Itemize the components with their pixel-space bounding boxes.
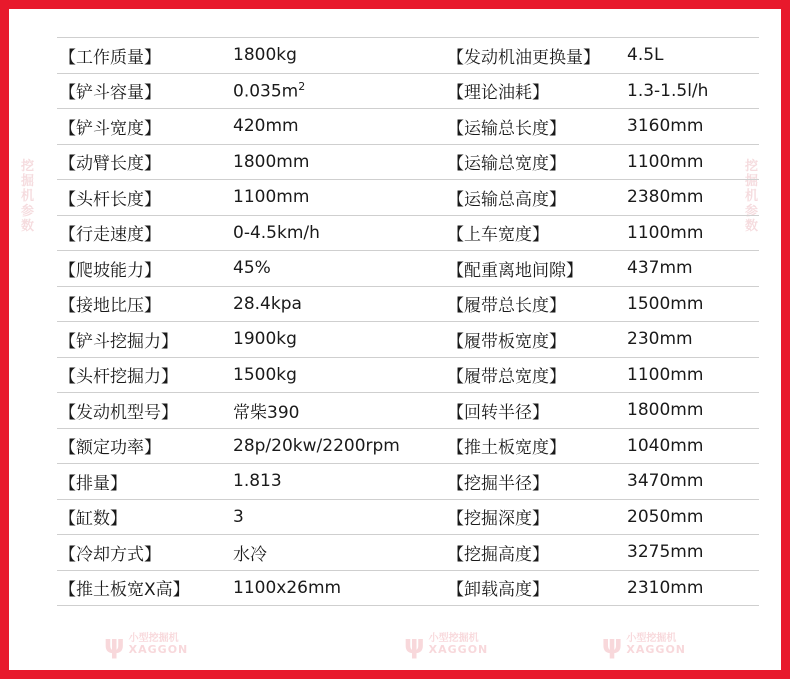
spec-value-right: 1100mm [625, 144, 759, 180]
logo-line2: XAGGON [128, 643, 189, 657]
spec-label-right: 【履带总长度】 [445, 286, 625, 322]
table-row [57, 251, 759, 287]
spec-label-left: 【冷却方式】 [57, 535, 231, 571]
spec-label-left: 【动臂长度】 [57, 144, 231, 180]
spec-label-right: 【履带总宽度】 [445, 357, 625, 393]
table-row [57, 357, 759, 393]
table-row [57, 215, 759, 251]
watermark-logo [602, 632, 686, 658]
table-row [57, 73, 759, 109]
watermark-logo [104, 632, 188, 658]
spec-value-right: 2380mm [625, 180, 759, 216]
spec-value-right: 3275mm [625, 535, 759, 571]
watermark-left: 挖 掘 机 参 数 [21, 159, 36, 234]
spec-value-left: 3 [231, 499, 445, 535]
spec-value-left: 1500kg [231, 357, 445, 393]
spec-value-right: 1.3-1.5l/h [625, 73, 759, 109]
specification-table-body [57, 38, 759, 606]
spec-value-left: 1800kg [231, 38, 445, 74]
spec-label-left: 【接地比压】 [57, 286, 231, 322]
table-row [57, 286, 759, 322]
spec-value-right: 230mm [625, 322, 759, 358]
spec-label-right: 【推土板宽度】 [445, 428, 625, 464]
spec-value-left: 420mm [231, 109, 445, 145]
spec-label-left: 【排量】 [57, 464, 231, 500]
spec-value-left: 水冷 [231, 535, 445, 571]
table-row [57, 393, 759, 429]
table-row [57, 464, 759, 500]
spec-value-left [231, 73, 445, 109]
spec-label-right: 【挖掘深度】 [445, 499, 625, 535]
spec-label-right: 【卸载高度】 [445, 570, 625, 606]
spec-value-right: 2310mm [625, 570, 759, 606]
spec-value-left: 1800mm [231, 144, 445, 180]
spec-label-right: 【发动机油更换量】 [445, 38, 625, 74]
spec-label-right: 【运输总长度】 [445, 109, 625, 145]
spec-value-right: 1100mm [625, 357, 759, 393]
spec-value-left-superscript: 2 [298, 79, 306, 93]
spec-label-left: 【行走速度】 [57, 215, 231, 251]
table-row [57, 535, 759, 571]
specification-table [57, 37, 759, 606]
table-row [57, 38, 759, 74]
spec-label-left: 【爬坡能力】 [57, 251, 231, 287]
spec-label-left: 【铲斗挖掘力】 [57, 322, 231, 358]
spec-label-right: 【回转半径】 [445, 393, 625, 429]
spec-value-right: 4.5L [625, 38, 759, 74]
spec-value-right: 3160mm [625, 109, 759, 145]
table-row [57, 428, 759, 464]
logo-mark-icon: ψ [104, 630, 125, 660]
spec-value-right: 1500mm [625, 286, 759, 322]
logo-mark-icon: ψ [601, 630, 623, 660]
spec-label-left: 【铲斗宽度】 [57, 109, 231, 145]
logo-mark-icon: ψ [404, 630, 425, 660]
spec-value-right: 3470mm [625, 464, 759, 500]
spec-value-left: 28p/20kw/2200rpm [231, 428, 445, 464]
table-row [57, 499, 759, 535]
spec-label-left: 【工作质量】 [57, 38, 231, 74]
spec-label-left: 【铲斗容量】 [57, 73, 231, 109]
spec-label-left: 【额定功率】 [57, 428, 231, 464]
spec-value-right: 1800mm [625, 393, 759, 429]
spec-label-right: 【履带板宽度】 [445, 322, 625, 358]
table-row [57, 144, 759, 180]
spec-label-right: 【挖掘高度】 [445, 535, 625, 571]
spec-label-right: 【运输总高度】 [445, 180, 625, 216]
spec-value-left: 45% [231, 251, 445, 287]
spec-value-left: 1.813 [231, 464, 445, 500]
spec-label-right: 【挖掘半径】 [445, 464, 625, 500]
logo-line2: XAGGON [626, 643, 686, 657]
table-row [57, 570, 759, 606]
spec-value-right: 437mm [625, 251, 759, 287]
spec-value-left: 0-4.5km/h [231, 215, 445, 251]
logo-line2: XAGGON [428, 643, 489, 657]
spec-value-left: 1900kg [231, 322, 445, 358]
logo-line1: 小型挖掘机 [626, 632, 677, 644]
spec-value-right: 1040mm [625, 428, 759, 464]
table-row [57, 322, 759, 358]
spec-label-right: 【上车宽度】 [445, 215, 625, 251]
spec-value-left: 常柴390 [231, 393, 445, 429]
logo-line1: 小型挖掘机 [428, 632, 479, 644]
spec-label-right: 【运输总宽度】 [445, 144, 625, 180]
logo-line1: 小型挖掘机 [128, 632, 179, 644]
spec-value-right: 1100mm [625, 215, 759, 251]
spec-label-left: 【推土板宽X高】 [57, 570, 231, 606]
spec-value-left: 1100mm [231, 180, 445, 216]
spec-value-left-text: 0.035m [233, 81, 299, 102]
table-row [57, 180, 759, 216]
spec-label-left: 【发动机型号】 [57, 393, 231, 429]
spec-value-left: 28.4kpa [231, 286, 445, 322]
watermark-right: 挖 掘 机 参 数 [745, 159, 760, 234]
spec-label-left: 【头杆长度】 [57, 180, 231, 216]
spec-value-right: 2050mm [625, 499, 759, 535]
spec-label-right: 【理论油耗】 [445, 73, 625, 109]
spec-label-left: 【头杆挖掘力】 [57, 357, 231, 393]
spec-label-right: 【配重离地间隙】 [445, 251, 625, 287]
watermark-logo [404, 632, 488, 658]
table-row [57, 109, 759, 145]
spec-label-left: 【缸数】 [57, 499, 231, 535]
spec-value-left: 1100x26mm [231, 570, 445, 606]
